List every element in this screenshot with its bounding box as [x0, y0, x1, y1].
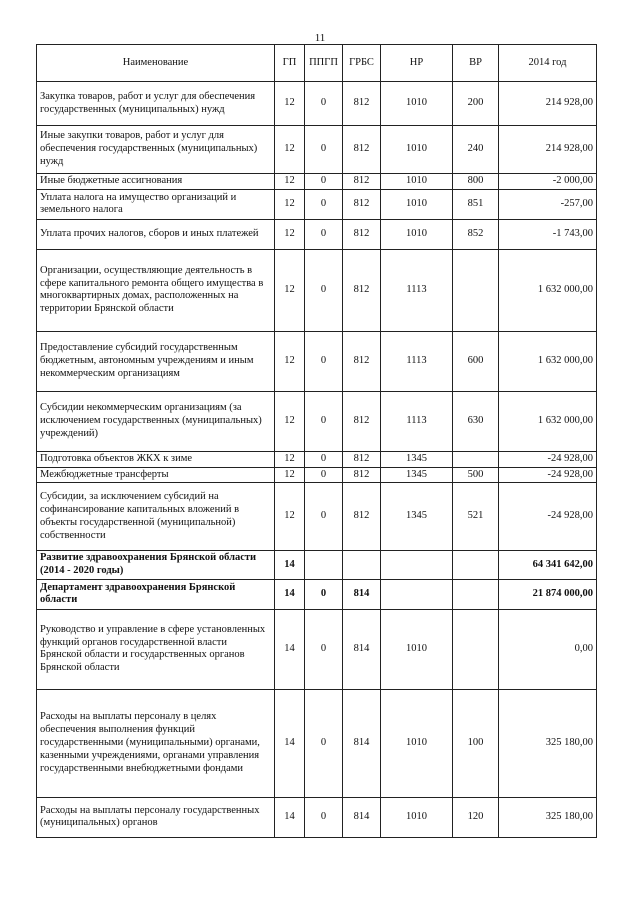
cell-nr: 1345	[381, 451, 453, 467]
cell-nr	[381, 579, 453, 609]
cell-vr	[453, 579, 499, 609]
cell-name: Расходы на выплаты персоналу в целях обеспечения выполнения функций государственными (муниципальными) органами, казенными учреждениями, органами управления государственными внебюджетными фондами	[37, 689, 275, 797]
cell-amount: 325 180,00	[499, 797, 597, 837]
cell-grbs: 812	[343, 467, 381, 483]
cell-vr: 240	[453, 126, 499, 174]
cell-gp: 14	[275, 579, 305, 609]
col-header-year: 2014 год	[499, 45, 597, 82]
cell-amount: -257,00	[499, 189, 597, 219]
cell-nr: 1113	[381, 391, 453, 451]
cell-nr: 1113	[381, 249, 453, 331]
cell-amount: 214 928,00	[499, 126, 597, 174]
cell-grbs: 814	[343, 689, 381, 797]
table-row	[37, 219, 597, 249]
table-row	[37, 391, 597, 451]
cell-vr: 630	[453, 391, 499, 451]
cell-grbs: 812	[343, 82, 381, 126]
cell-amount: 1 632 000,00	[499, 249, 597, 331]
cell-gp: 12	[275, 483, 305, 551]
cell-ppgp: 0	[305, 483, 343, 551]
cell-gp: 12	[275, 451, 305, 467]
cell-amount: 325 180,00	[499, 689, 597, 797]
table-row	[37, 579, 597, 609]
cell-gp: 12	[275, 126, 305, 174]
cell-ppgp: 0	[305, 189, 343, 219]
cell-vr: 521	[453, 483, 499, 551]
cell-amount: 64 341 642,00	[499, 551, 597, 580]
cell-gp: 14	[275, 609, 305, 689]
table-row	[37, 174, 597, 190]
cell-amount: 0,00	[499, 609, 597, 689]
cell-ppgp: 0	[305, 689, 343, 797]
cell-nr: 1010	[381, 609, 453, 689]
col-header-vr: ВР	[453, 45, 499, 82]
cell-ppgp: 0	[305, 467, 343, 483]
cell-vr	[453, 451, 499, 467]
cell-nr: 1010	[381, 126, 453, 174]
cell-nr: 1010	[381, 82, 453, 126]
cell-amount: -1 743,00	[499, 219, 597, 249]
cell-amount: 1 632 000,00	[499, 331, 597, 391]
cell-name: Уплата прочих налогов, сборов и иных платежей	[37, 219, 275, 249]
cell-gp: 12	[275, 249, 305, 331]
cell-gp: 14	[275, 797, 305, 837]
cell-gp: 12	[275, 331, 305, 391]
table-row	[37, 451, 597, 467]
col-header-grbs: ГРБС	[343, 45, 381, 82]
budget-table	[36, 44, 597, 838]
cell-gp: 12	[275, 467, 305, 483]
cell-gp: 12	[275, 174, 305, 190]
table-row	[37, 797, 597, 837]
cell-name: Субсидии, за исключением субсидий на софинансирование капитальных вложений в объекты государственной (муниципальной) собственности	[37, 483, 275, 551]
cell-name: Межбюджетные трансферты	[37, 467, 275, 483]
header-row	[37, 45, 597, 82]
cell-name: Организации, осуществляющие деятельность в сфере капитального ремонта общего имущества в многоквартирных домах, расположенных на территории Брянской области	[37, 249, 275, 331]
table-row	[37, 551, 597, 580]
cell-nr: 1010	[381, 174, 453, 190]
cell-vr: 851	[453, 189, 499, 219]
cell-name: Закупка товаров, работ и услуг для обеспечения государственных (муниципальных) нужд	[37, 82, 275, 126]
table-row	[37, 483, 597, 551]
cell-nr: 1010	[381, 797, 453, 837]
cell-amount: 1 632 000,00	[499, 391, 597, 451]
cell-nr	[381, 551, 453, 580]
cell-nr: 1010	[381, 219, 453, 249]
cell-ppgp: 0	[305, 331, 343, 391]
cell-name: Развитие здравоохранения Брянской области (2014 - 2020 годы)	[37, 551, 275, 580]
page-number: 11	[314, 32, 326, 44]
cell-nr: 1010	[381, 189, 453, 219]
cell-name: Субсидии некоммерческим организациям (за исключением государственных (муниципальных) учреждений)	[37, 391, 275, 451]
table-row	[37, 689, 597, 797]
cell-gp: 12	[275, 82, 305, 126]
cell-ppgp: 0	[305, 391, 343, 451]
col-header-ppgp: ППГП	[305, 45, 343, 82]
cell-amount: 21 874 000,00	[499, 579, 597, 609]
cell-name: Иные бюджетные ассигнования	[37, 174, 275, 190]
cell-vr: 200	[453, 82, 499, 126]
cell-grbs: 814	[343, 797, 381, 837]
cell-ppgp: 0	[305, 797, 343, 837]
cell-nr: 1345	[381, 467, 453, 483]
cell-vr: 852	[453, 219, 499, 249]
cell-name: Расходы на выплаты персоналу государственных (муниципальных) органов	[37, 797, 275, 837]
cell-ppgp: 0	[305, 451, 343, 467]
cell-grbs: 812	[343, 249, 381, 331]
cell-ppgp: 0	[305, 174, 343, 190]
cell-name: Уплата налога на имущество организаций и земельного налога	[37, 189, 275, 219]
cell-name: Иные закупки товаров, работ и услуг для обеспечения государственных (муниципальных) нужд	[37, 126, 275, 174]
cell-amount: -24 928,00	[499, 467, 597, 483]
table-row	[37, 249, 597, 331]
cell-gp: 14	[275, 551, 305, 580]
table-row	[37, 331, 597, 391]
col-header-gp: ГП	[275, 45, 305, 82]
cell-ppgp: 0	[305, 82, 343, 126]
table-row	[37, 189, 597, 219]
cell-nr: 1010	[381, 689, 453, 797]
cell-ppgp: 0	[305, 609, 343, 689]
cell-vr: 800	[453, 174, 499, 190]
cell-amount: -24 928,00	[499, 483, 597, 551]
cell-gp: 14	[275, 689, 305, 797]
cell-ppgp	[305, 551, 343, 580]
cell-nr: 1113	[381, 331, 453, 391]
cell-amount: 214 928,00	[499, 82, 597, 126]
cell-grbs: 812	[343, 483, 381, 551]
cell-grbs: 812	[343, 174, 381, 190]
cell-vr	[453, 551, 499, 580]
cell-grbs: 814	[343, 609, 381, 689]
cell-name: Подготовка объектов ЖКХ к зиме	[37, 451, 275, 467]
cell-gp: 12	[275, 391, 305, 451]
cell-vr: 100	[453, 689, 499, 797]
cell-ppgp: 0	[305, 249, 343, 331]
cell-vr: 600	[453, 331, 499, 391]
cell-amount: -2 000,00	[499, 174, 597, 190]
cell-gp: 12	[275, 219, 305, 249]
cell-nr: 1345	[381, 483, 453, 551]
table-row	[37, 609, 597, 689]
col-header-nr: НР	[381, 45, 453, 82]
cell-grbs: 812	[343, 451, 381, 467]
cell-vr	[453, 609, 499, 689]
cell-grbs: 812	[343, 331, 381, 391]
cell-gp: 12	[275, 189, 305, 219]
cell-ppgp: 0	[305, 126, 343, 174]
cell-vr: 120	[453, 797, 499, 837]
cell-grbs: 812	[343, 189, 381, 219]
cell-grbs	[343, 551, 381, 580]
cell-grbs: 812	[343, 126, 381, 174]
cell-name: Департамент здравоохранения Брянской области	[37, 579, 275, 609]
cell-vr	[453, 249, 499, 331]
cell-grbs: 812	[343, 391, 381, 451]
table-row	[37, 467, 597, 483]
cell-ppgp: 0	[305, 219, 343, 249]
cell-ppgp: 0	[305, 579, 343, 609]
table-row	[37, 126, 597, 174]
cell-grbs: 814	[343, 579, 381, 609]
cell-amount: -24 928,00	[499, 451, 597, 467]
cell-name: Предоставление субсидий государственным бюджетным, автономным учреждениям и иным некоммерческим организациям	[37, 331, 275, 391]
table-row	[37, 82, 597, 126]
cell-name: Руководство и управление в сфере установленных функций органов государственной власти Брянской области и государственных органов Брянской области	[37, 609, 275, 689]
col-header-name: Наименование	[37, 45, 275, 82]
cell-vr: 500	[453, 467, 499, 483]
cell-grbs: 812	[343, 219, 381, 249]
